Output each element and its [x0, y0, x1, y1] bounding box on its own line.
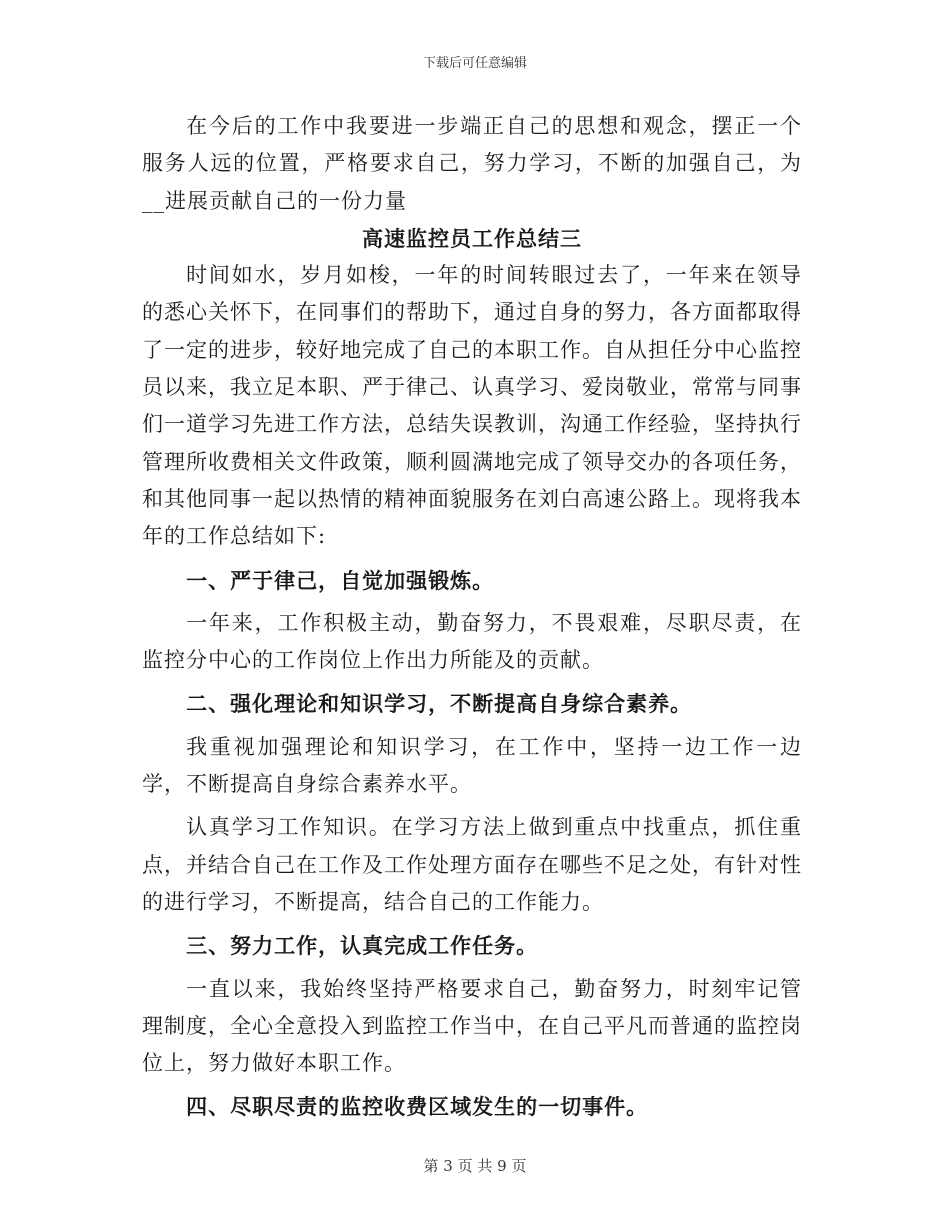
paragraph: 时间如水，岁月如梭，一年的时间转眼过去了，一年来在领导的悉心关怀下，在同事们的帮助下，通过自身的努力，各方面都取得了一定的进步，较好地完成了自己的本职工作。自从担任分中心监控员以来，我立足本职、严于律己、认真学习、爱岗敬业，常常与同事们一道学习先进工作方法，总结失误教训，沟通工作经验，坚持执行管理所收费相关文件政策，顺利圆满地完成了领导交办的各项任务，和其他同事一起以热情的精神面貌服务在刘白高速公路上。现将我本年的工作总结如下:: [142, 263, 802, 549]
paragraph: 在今后的工作中我要进一步端正自己的思想和观念，摆正一个服务人远的位置，严格要求自己，努力学习，不断的加强自己，为__进展贡献自己的一份力量: [142, 114, 802, 213]
paragraph: 认真学习工作知识。在学习方法上做到重点中找重点，抓住重点，并结合自己在工作及工作处理方面存在哪些不足之处，有针对性的进行学习，不断提高，结合自己的工作能力。: [142, 815, 802, 914]
document-body: [142, 108, 802, 1126]
section-heading: 一、严于律己，自觉加强锻炼。: [186, 567, 495, 593]
section-title: 高速监控员工作总结三: [362, 225, 582, 251]
paragraph: 我重视加强理论和知识学习，在工作中，坚持一边工作一边学，不断提高自身综合素养水平。: [142, 734, 802, 797]
section-heading: 三、努力工作，认真完成工作任务。: [186, 933, 539, 959]
page-number: 第 3 页 共 9 页: [423, 1157, 527, 1175]
section-heading: 四、尽职尽责的监控收费区域发生的一切事件。: [186, 1094, 649, 1120]
paragraph: 一年来，工作积极主动，勤奋努力，不畏艰难，尽职尽责，在监控分中心的工作岗位上作出力所能及的贡献。: [142, 610, 802, 673]
section-heading: 二、强化理论和知识学习，不断提高自身综合素养。: [186, 691, 693, 717]
paragraph: 一直以来，我始终坚持严格要求自己，勤奋努力，时刻牢记管理制度，全心全意投入到监控工作当中，在自己平凡而普通的监控岗位上，努力做好本职工作。: [142, 976, 802, 1076]
page-header: 下载后可任意编辑: [422, 56, 527, 71]
